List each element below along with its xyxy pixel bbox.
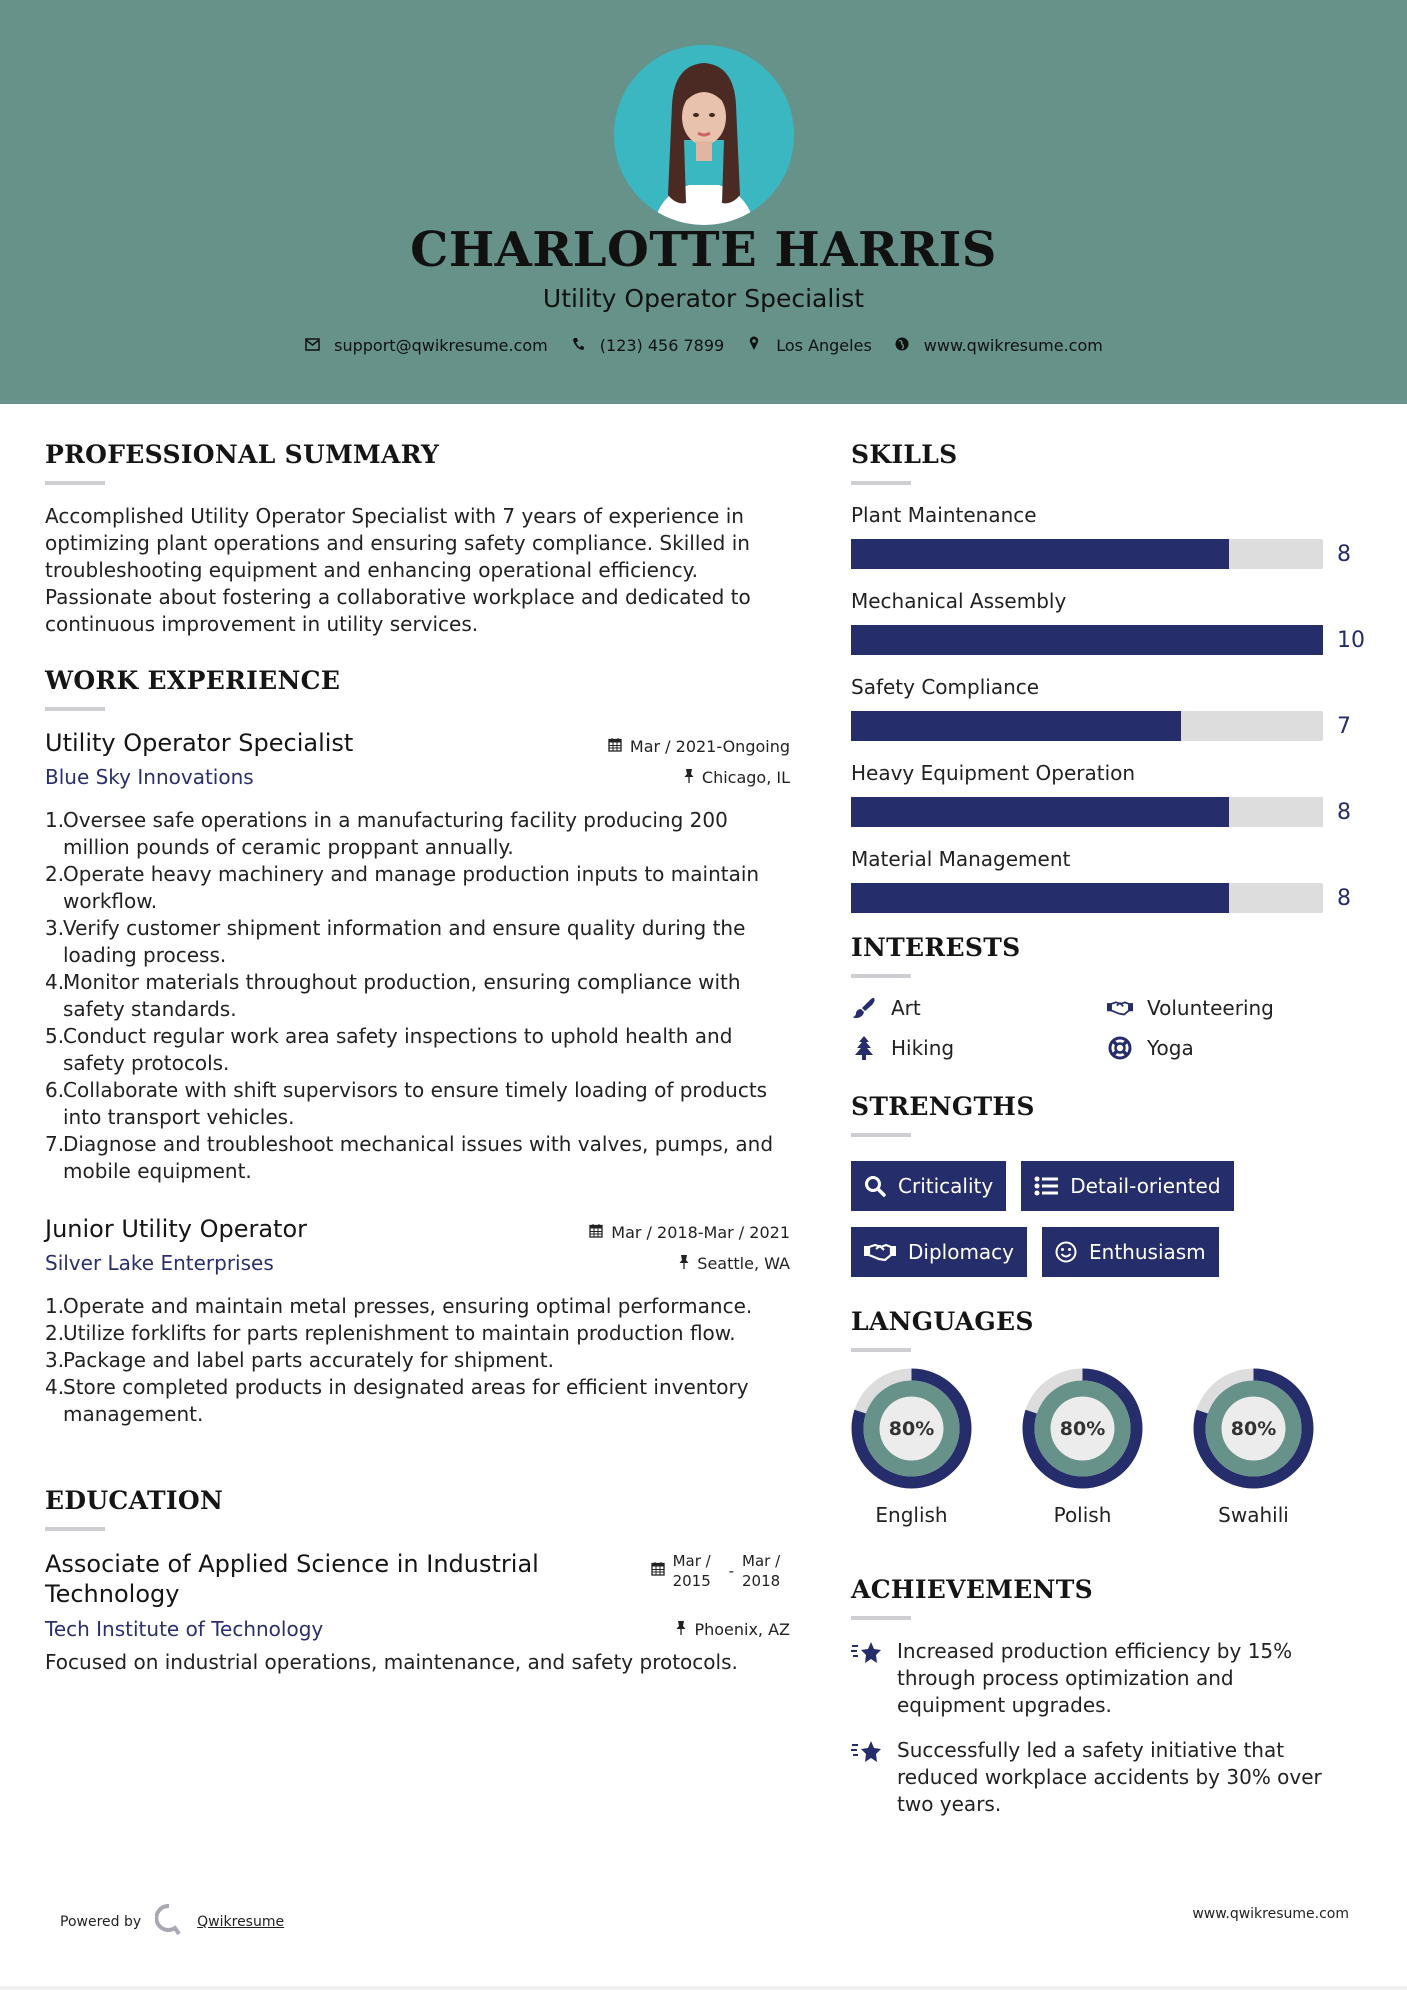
job-dates <box>608 737 790 756</box>
section-divider <box>851 1616 911 1620</box>
handshake-icon <box>864 1242 896 1262</box>
skill-bar-fill <box>851 883 1229 913</box>
list-item: 5.Conduct regular work area safety inspections to uphold health and safety protocols. <box>45 1024 733 1075</box>
achievement-item <box>851 1737 1371 1818</box>
language-item <box>851 1368 972 1527</box>
section-divider <box>45 1527 105 1531</box>
qwikresume-link[interactable]: Qwikresume <box>197 1914 285 1930</box>
list-item: 2.Utilize forklifts for parts replenishment to maintain production flow. <box>45 1321 736 1345</box>
globe-icon <box>894 337 910 355</box>
job-dates <box>589 1223 790 1242</box>
job-location <box>679 1254 790 1273</box>
language-item <box>1193 1368 1314 1527</box>
language-item <box>1022 1368 1143 1527</box>
contact-phone[interactable] <box>570 336 724 355</box>
skill-label: Plant Maintenance <box>851 503 1037 527</box>
pushpin-icon <box>684 768 694 787</box>
skill-row <box>851 625 1371 655</box>
calendar-icon <box>589 1223 603 1242</box>
candidate-name: CHARLOTTE HARRIS <box>410 222 997 278</box>
interest-label: Volunteering <box>1147 996 1274 1020</box>
section-title: LANGUAGES <box>851 1307 1034 1336</box>
contact-location <box>746 336 872 355</box>
contact-bar <box>0 336 1407 355</box>
date-separator: - <box>728 1562 734 1580</box>
achievements-section <box>851 1575 1371 1818</box>
section-title: EDUCATION <box>45 1486 224 1515</box>
envelope-icon <box>304 337 320 355</box>
strength-tag <box>1021 1161 1233 1211</box>
language-donut-chart <box>1022 1368 1143 1489</box>
search-icon <box>864 1175 886 1197</box>
calendar-icon <box>608 737 622 756</box>
calendar-icon <box>651 1561 665 1581</box>
language-percent: 80% <box>1059 1418 1106 1440</box>
qwikresume-logo-icon <box>155 1904 183 1940</box>
handshake-icon <box>1107 998 1133 1018</box>
interest-label: Yoga <box>1147 1036 1194 1060</box>
achievement-item <box>851 1638 1371 1719</box>
skill-bar-fill <box>851 539 1229 569</box>
section-title: PROFESSIONAL SUMMARY <box>45 440 440 469</box>
skill-row <box>851 883 1371 913</box>
skill-row <box>851 711 1371 741</box>
left-column <box>45 440 790 1676</box>
education-location-text: Phoenix, AZ <box>694 1619 790 1639</box>
page-bottom-edge <box>0 1986 1407 1990</box>
skill-row <box>851 797 1371 827</box>
language-percent: 80% <box>1230 1418 1277 1440</box>
company-name: Silver Lake Enterprises <box>45 1251 274 1275</box>
interest-label: Art <box>891 996 921 1020</box>
strength-label: Diplomacy <box>908 1240 1015 1264</box>
job-title: Utility Operator Specialist <box>45 729 354 757</box>
job-location-text: Seattle, WA <box>697 1253 790 1273</box>
degree-title: Associate of Applied Science in Industrial Technology <box>45 1550 539 1608</box>
life-ring-icon <box>1107 1036 1133 1060</box>
skill-value: 7 <box>1337 713 1351 739</box>
pushpin-icon <box>679 1254 689 1273</box>
education-start: Mar / 2015 <box>672 1552 711 1590</box>
language-label: Swahili <box>1218 1503 1289 1527</box>
contact-email-text: support@qwikresume.com <box>334 336 548 355</box>
section-divider <box>851 1133 911 1137</box>
job-responsibilities <box>45 807 790 1185</box>
strength-tag <box>851 1227 1027 1277</box>
section-divider <box>851 1348 911 1352</box>
right-column <box>851 440 1371 1836</box>
education-description: Focused on industrial operations, maintenance, and safety protocols. <box>45 1650 738 1674</box>
skills-list <box>851 503 1371 913</box>
shooting-star-icon <box>851 1640 883 1670</box>
list-icon <box>1034 1176 1058 1196</box>
achievement-text: Increased production efficiency by 15% through process optimization and equipment upgrades. <box>897 1639 1293 1717</box>
list-item: 4.Store completed products in designated areas for efficient inventory management. <box>45 1375 749 1426</box>
languages-section <box>851 1307 1371 1527</box>
strengths-section <box>851 1092 1371 1277</box>
job-location <box>684 768 790 787</box>
contact-location-text: Los Angeles <box>776 336 872 355</box>
education-section <box>45 1486 790 1676</box>
skill-bar-fill <box>851 797 1229 827</box>
language-list <box>851 1368 1371 1527</box>
smile-icon <box>1055 1241 1077 1263</box>
section-divider <box>45 481 105 485</box>
interests-grid <box>851 996 1371 1060</box>
skill-value: 10 <box>1337 627 1365 653</box>
section-divider <box>851 974 911 978</box>
strength-tags <box>851 1161 1371 1277</box>
phone-icon <box>570 337 586 355</box>
language-label: English <box>875 1503 948 1527</box>
section-title: ACHIEVEMENTS <box>851 1575 1093 1604</box>
strength-label: Criticality <box>898 1174 994 1198</box>
contact-phone-text: (123) 456 7899 <box>599 336 725 355</box>
footer-powered-by <box>60 1904 284 1940</box>
footer-site-link[interactable]: www.qwikresume.com <box>1192 1906 1349 1922</box>
job-entry <box>45 1215 790 1428</box>
language-label: Polish <box>1053 1503 1112 1527</box>
education-entry <box>45 1549 790 1676</box>
interest-label: Hiking <box>891 1036 955 1060</box>
skill-label: Heavy Equipment Operation <box>851 761 1136 785</box>
achievement-text: Successfully led a safety initiative that reduced workplace accidents by 30% over two years. <box>897 1738 1322 1816</box>
skills-section <box>851 440 1371 913</box>
skill-value: 8 <box>1337 885 1351 911</box>
skill-bar <box>851 797 1323 827</box>
interest-item <box>851 1036 1107 1060</box>
shooting-star-icon <box>851 1739 883 1769</box>
section-title: STRENGTHS <box>851 1092 1035 1121</box>
interest-item <box>1107 1036 1363 1060</box>
language-donut-chart <box>1193 1368 1314 1489</box>
job-title: Junior Utility Operator <box>45 1215 307 1243</box>
strength-tag <box>851 1161 1006 1211</box>
map-marker-icon <box>746 336 762 355</box>
paintbrush-icon <box>851 997 877 1019</box>
job-dates-text: Mar / 2021-Ongoing <box>629 737 790 756</box>
strength-label: Enthusiasm <box>1089 1240 1206 1264</box>
section-title: INTERESTS <box>851 933 1021 962</box>
language-percent: 80% <box>888 1418 935 1440</box>
job-location-text: Chicago, IL <box>701 767 790 787</box>
contact-website[interactable] <box>894 336 1103 355</box>
job-responsibilities <box>45 1293 790 1428</box>
skill-bar <box>851 625 1323 655</box>
list-item: 4.Monitor materials throughout production, ensuring compliance with safety standards. <box>45 970 741 1021</box>
section-divider <box>45 707 105 711</box>
skill-bar-fill <box>851 625 1323 655</box>
powered-by-label: Powered by <box>60 1914 142 1930</box>
list-item: 3.Package and label parts accurately for shipment. <box>45 1348 554 1372</box>
interests-section <box>851 933 1371 1060</box>
summary-text: Accomplished Utility Operator Specialist with 7 years of experience in optimizing plant operations and ensuring safety compliance. Skilled in troubleshooting equipment and enhancing operational efficiency. Passionate about fostering a collaborative workplace and dedicated to continuous improvement in utility services. <box>45 504 751 636</box>
education-dates <box>651 1551 790 1591</box>
contact-email[interactable] <box>304 336 548 355</box>
education-end: Mar / 2018 <box>742 1552 781 1590</box>
skill-row <box>851 539 1371 569</box>
skill-bar <box>851 539 1323 569</box>
job-entry <box>45 729 790 1185</box>
candidate-title: Utility Operator Specialist <box>542 284 865 313</box>
skill-label: Mechanical Assembly <box>851 589 1067 613</box>
contact-website-text: www.qwikresume.com <box>923 336 1103 355</box>
experience-section <box>45 666 790 1428</box>
job-dates-text: Mar / 2018-Mar / 2021 <box>611 1223 790 1242</box>
skill-bar <box>851 711 1323 741</box>
section-title: WORK EXPERIENCE <box>45 666 341 695</box>
list-item: 6.Collaborate with shift supervisors to ensure timely loading of products into transport vehicles. <box>45 1078 768 1129</box>
interest-item <box>851 996 1107 1020</box>
pushpin-icon <box>676 1620 686 1639</box>
summary-section <box>45 440 790 638</box>
tree-icon <box>851 1036 877 1060</box>
section-title: SKILLS <box>851 440 958 469</box>
skill-bar <box>851 883 1323 913</box>
list-item: 3.Verify customer shipment information and ensure quality during the loading process. <box>45 916 746 967</box>
school-name: Tech Institute of Technology <box>45 1617 324 1641</box>
list-item: 2.Operate heavy machinery and manage production inputs to maintain workflow. <box>45 862 760 913</box>
profile-photo <box>614 45 794 225</box>
strength-label: Detail-oriented <box>1070 1174 1221 1198</box>
language-donut-chart <box>851 1368 972 1489</box>
list-item: 1.Oversee safe operations in a manufacturing facility producing 200 million pounds of ceramic proppant annually. <box>45 808 728 859</box>
skill-bar-fill <box>851 711 1181 741</box>
resume-header <box>0 0 1407 404</box>
skill-label: Safety Compliance <box>851 675 1040 699</box>
skill-value: 8 <box>1337 799 1351 825</box>
skill-label: Material Management <box>851 847 1071 871</box>
company-name: Blue Sky Innovations <box>45 765 254 789</box>
interest-item <box>1107 996 1363 1020</box>
strength-tag <box>1042 1227 1219 1277</box>
list-item: 1.Operate and maintain metal presses, ensuring optimal performance. <box>45 1294 753 1318</box>
list-item: 7.Diagnose and troubleshoot mechanical issues with valves, pumps, and mobile equipment. <box>45 1132 774 1183</box>
skill-value: 8 <box>1337 541 1351 567</box>
profile-photo-illustration <box>614 45 794 225</box>
section-divider <box>851 481 911 485</box>
education-location <box>676 1620 790 1639</box>
